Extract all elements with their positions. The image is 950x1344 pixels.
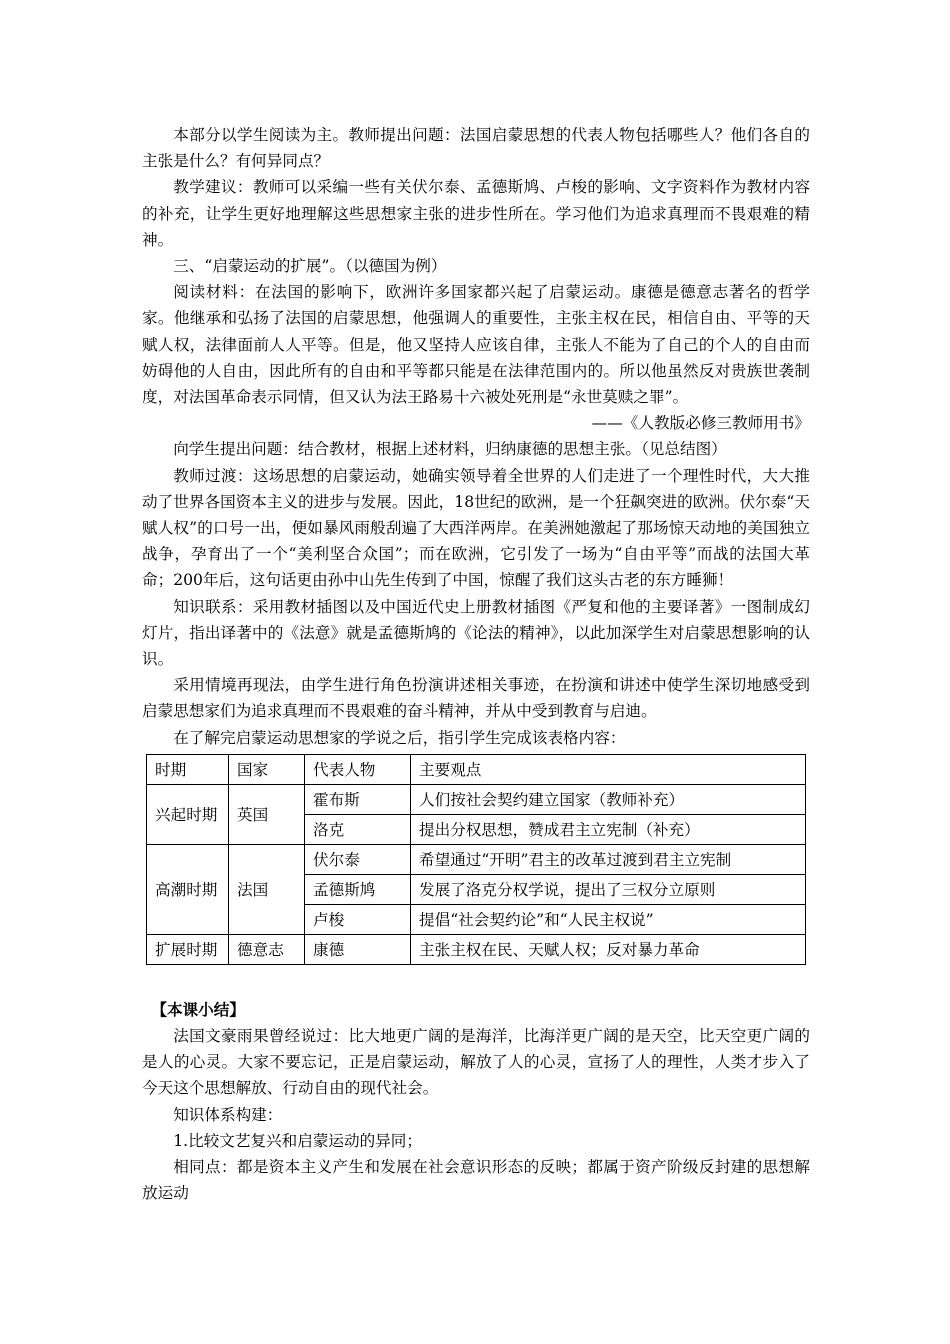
similarity-paragraph: 相同点：都是资本主义产生和发展在社会意识形态的反映；都属于资产阶级反封建的思想解放运动: [142, 1158, 810, 1203]
view-cell: 希望通过“开明”君主的改革过渡到君主立宪制: [411, 844, 806, 874]
period-cell: 扩展时期: [147, 934, 229, 964]
section-heading: 三、“启蒙运动的扩展”。（以德国为例）: [173, 257, 447, 276]
comparison-item: 1.比较文艺复兴和启蒙运动的异同；: [173, 1131, 422, 1150]
document-page: [142, 122, 810, 1207]
table-header-row: [147, 754, 806, 784]
table-intro-paragraph: 在了解完启蒙运动思想家的学说之后，指引学生完成该表格内容：: [173, 728, 626, 747]
view-cell: 提倡“社会契约论”和“人民主权说”: [411, 904, 806, 934]
transition-paragraph: 教师过渡：这场思想的启蒙运动，她确实领导着全世界的人们走进了一个理性时代，大大推动了世界各国资本主义的进步与发展。因此，18世纪的欧洲，是一个狂飙突进的欧洲。伏尔泰“天赋人权”的口号一出，便如暴风雨般刮遍了大西洋两岸。在美洲她激起了那场惊天动地的美国独立战争，孕育出了一个“美利坚合众国”；而在欧洲，它引发了一场为“自由平等”而战的法国大革命；200年后，这句话更由孙中山先生传到了中国，惊醒了我们这头古老的东方睡狮！: [142, 466, 810, 590]
thinkers-table: [146, 754, 806, 965]
person-cell: 洛克: [305, 814, 411, 844]
country-cell: 德意志: [229, 934, 305, 964]
table-row: [147, 844, 806, 874]
person-cell: 孟德斯鸠: [305, 874, 411, 904]
header-view: 主要观点: [411, 754, 806, 784]
view-cell: 提出分权思想，赞成君主立宪制（补充）: [411, 814, 806, 844]
header-country: 国家: [229, 754, 305, 784]
question-paragraph: 向学生提出问题：结合教材，根据上述材料，归纳康德的思想主张。（见总结图）: [173, 440, 727, 459]
intro-paragraph: 本部分以学生阅读为主。教师提出问题：法国启蒙思想的代表人物包括哪些人？他们各自的主张是什么？有何异同点？: [142, 126, 810, 171]
teaching-suggestion-paragraph: 教学建议：教师可以采编一些有关伏尔泰、孟德斯鸠、卢梭的影响、文字资料作为教材内容的补充，让学生更好地理解这些思想家主张的进步性所在。学习他们为追求真理而不畏艰难的精神。: [142, 178, 810, 249]
country-cell: 法国: [229, 844, 305, 934]
view-cell: 发展了洛克分权学说，提出了三权分立原则: [411, 874, 806, 904]
period-cell: 兴起时期: [147, 784, 229, 844]
person-cell: 霍布斯: [305, 784, 411, 814]
summary-paragraph: 法国文豪雨果曾经说过：比大地更广阔的是海洋，比海洋更广阔的是天空，比天空更广阔的是人的心灵。大家不要忘记，正是启蒙运动，解放了人的心灵，宣扬了人的理性，人类才步入了今天这个思想解放、行动自由的现代社会。: [142, 1027, 810, 1098]
header-person: 代表人物: [305, 754, 411, 784]
person-cell: 伏尔泰: [305, 844, 411, 874]
knowledge-link-paragraph: 知识联系：采用教材插图以及中国近代史上册教材插图《严复和他的主要译著》一图制成幻灯片，指出译著中的《法意》就是孟德斯鸠的《论法的精神》，以此加深学生对启蒙思想影响的认识。: [142, 597, 810, 669]
knowledge-system-label: 知识体系构建：: [173, 1105, 283, 1124]
table-row: [147, 784, 806, 814]
role-play-paragraph: 采用情境再现法，由学生进行角色扮演讲述相关事迹，在扮演和讲述中使学生深切地感受到启蒙思想家们为追求真理而不畏艰难的奋斗精神，并从中受到教育与启迪。: [142, 676, 810, 721]
view-cell: 主张主权在民、天赋人权；反对暴力革命: [411, 934, 806, 964]
person-cell: 康德: [305, 934, 411, 964]
view-cell: 人们按社会契约建立国家（教师补充）: [411, 784, 806, 814]
reading-material-paragraph: 阅读材料：在法国的影响下，欧洲许多国家都兴起了启蒙运动。康德是德意志著名的哲学家。他继承和弘扬了法国的启蒙思想，他强调人的重要性，主张主权在民，相信自由、平等的天赋人权，法律面前人人平等。但是，他又坚持人应该自律，主张人不能为了自己的个人的自由而妨碍他的人自由，因此所有的自由和平等都只能是在法律范围内的。所以他虽然反对贵族世袭制度，对法国革命表示同情，但又认为法王路易十六被处死刑是“永世莫赎之罪”。: [142, 283, 810, 407]
source-citation: ——《人教版必修三教师用书》: [591, 414, 810, 433]
period-cell: 高潮时期: [147, 844, 229, 934]
person-cell: 卢梭: [305, 904, 411, 934]
table-row: [147, 934, 806, 964]
header-period: 时期: [147, 754, 229, 784]
country-cell: 英国: [229, 784, 305, 844]
summary-heading: 【本课小结】: [151, 999, 245, 1019]
